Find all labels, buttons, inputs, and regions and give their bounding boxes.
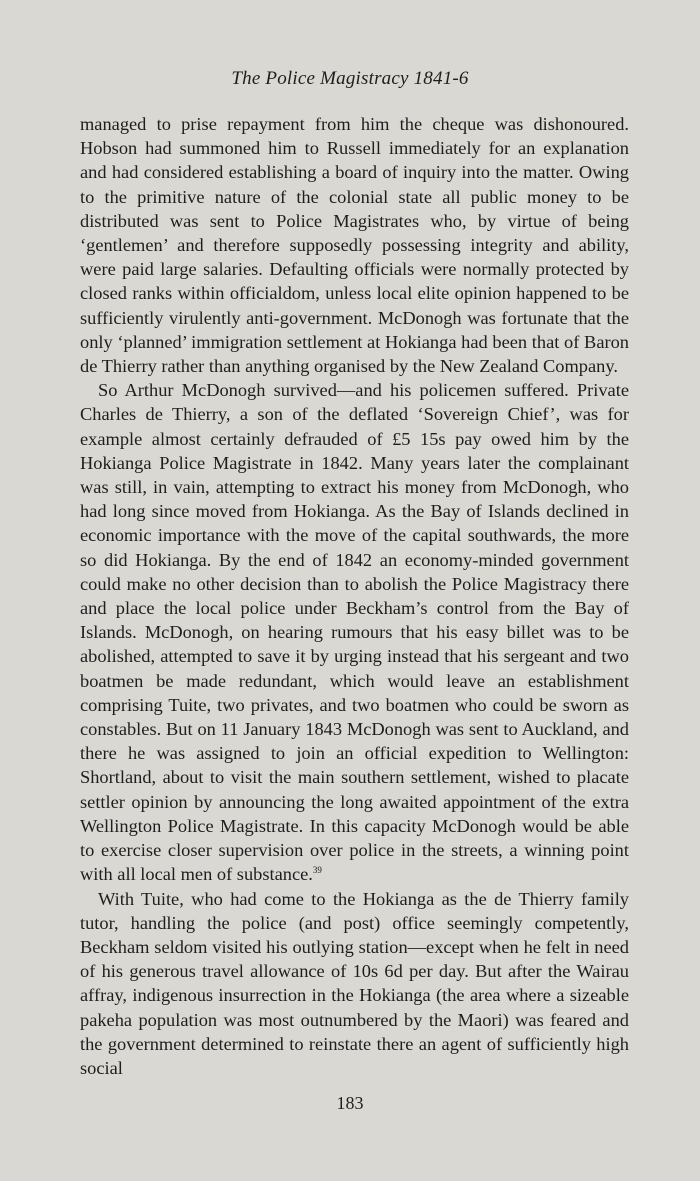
paragraph-1: managed to prise repayment from him the cheque was dishonoured. Hobson had summoned him to Russell immediately for an explanation and had considered establishing a board of inquiry into the matter. Owing to the primitive nature of the colonial state all public money to be distributed was sent to Police Magistrates who, by virtue of being ‘gentlemen’ and therefore supposedly possessing integrity and ability, were paid large salaries. Defaulting officials were normally protected by closed ranks within officialdom, unless local elite opinion happened to be sufficiently virulently anti-government. McDonogh was fortunate that the only ‘planned’ immigration settlement at Hokianga had been that of Baron de Thierry rather than anything organised by the New Zealand Company. <box>80 114 629 377</box>
body-text <box>80 112 629 1080</box>
paragraph-2 <box>80 378 629 886</box>
page-number: 183 <box>336 1093 364 1113</box>
paragraph-3: With Tuite, who had come to the Hokianga as the de Thierry family tutor, handling the police (and post) office seemingly competently, Beckham seldom visited his outlying station—except when he felt in need of his generous travel allowance of 10s 6d per day. But after the Wairau affray, indigenous insurrection in the Hokianga (the area where a sizeable pakeha population was most outnumbered by the Maori) was feared and the government determined to reinstate there an agent of sufficiently high social <box>80 888 629 1078</box>
paragraph-2-text: So Arthur McDonogh survived—and his policemen suffered. Private Charles de Thierry, a son of the deflated ‘Sovereign Chief’, was for example almost certainly defrauded of £5 15s pay owed him by the Hokianga Police Magistrate in 1842. Many years later the complainant was still, in vain, attempting to extract his money from McDonogh, who had long since moved from Hokianga. As the Bay of Islands declined in economic importance with the move of the capital southwards, the more so did Hokianga. By the end of 1842 an economy-minded government could make no other decision than to abolish the Police Magistracy there and place the local police under Beckham’s control from the Bay of Islands. McDonogh, on hearing rumours that his easy billet was to be abolished, attempted to save it by urging instead that his sergeant and two boatmen be made redundant, which would leave an establishment comprising Tuite, two privates, and two boatmen who could be sworn as constables. But on 11 January 1843 McDonogh was sent to Auckland, and there he was assigned to join an official expedition to Wellington: Shortland, about to visit the main southern settlement, wished to placate settler opinion by announcing the long awaited appointment of the extra Wellington Police Magistrate. In this capacity McDonogh would be able to exercise closer supervision over police in the streets, a winning point with all local men of substance. <box>80 380 629 885</box>
footnote-marker: 39 <box>312 865 322 876</box>
running-head: The Police Magistracy 1841-6 <box>231 68 469 89</box>
